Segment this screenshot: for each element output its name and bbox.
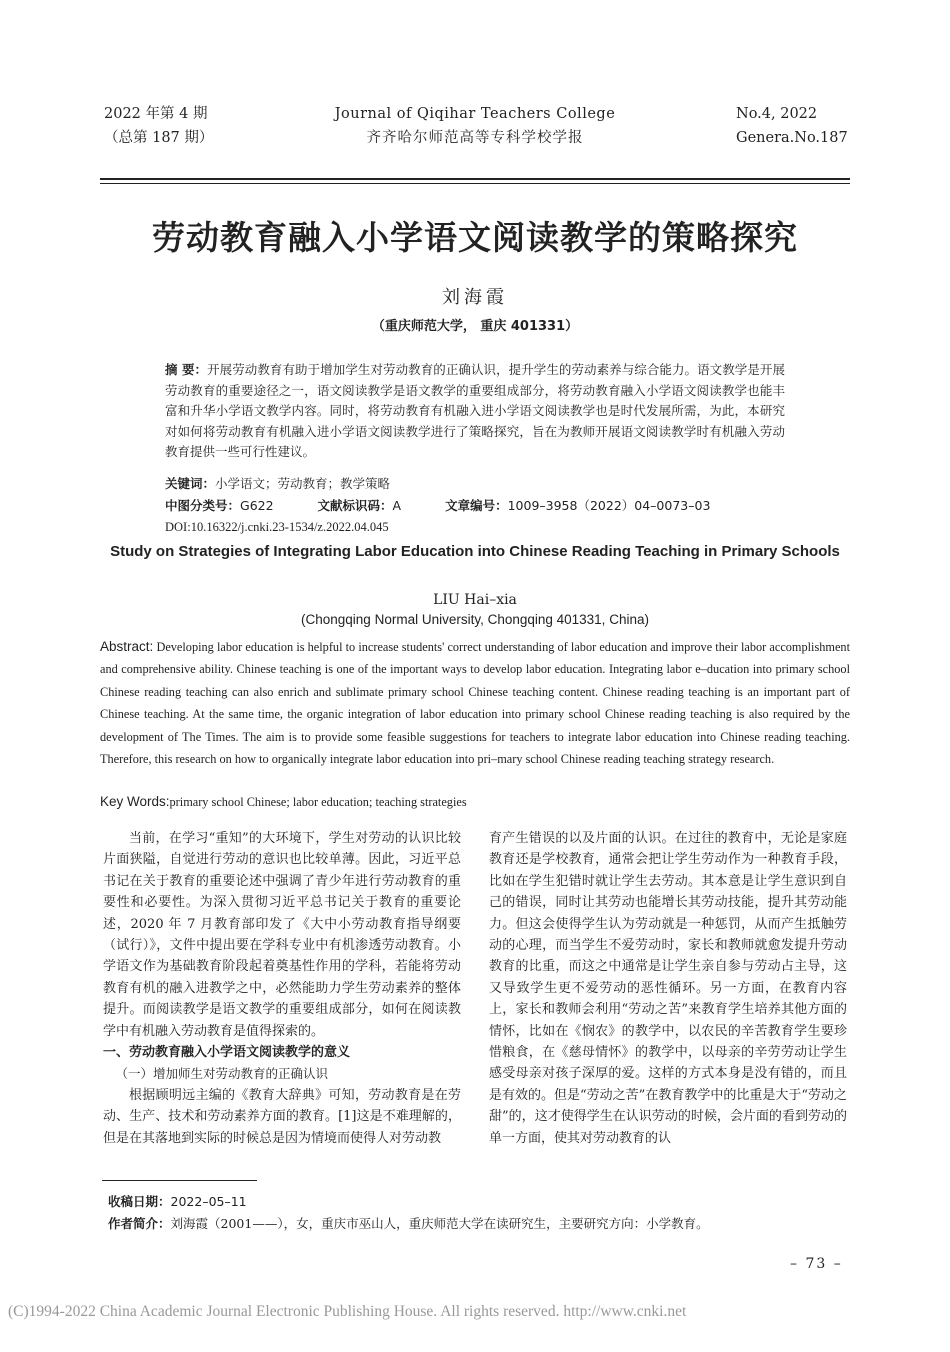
- paper-author-en: LIU Hai–xia: [433, 592, 517, 608]
- header-rule-thick: [100, 178, 850, 180]
- keywords-en-text: primary school Chinese; labor education; teaching strategies: [169, 795, 467, 809]
- page-number: – 73 –: [790, 1256, 843, 1272]
- abstract-zh: [165, 360, 785, 463]
- classification-label: 中图分类号：: [165, 498, 241, 513]
- received-date: [108, 1192, 247, 1210]
- article-no-value: 1009–3958（2022）04–0073–03: [507, 498, 711, 513]
- bio-text: 刘海霞（2001——），女，重庆市巫山人，重庆师范大学在读研究生，主要研究方向：小学教育。: [170, 1216, 709, 1231]
- doc-code-label: 文献标识码：: [317, 498, 393, 513]
- author-bio: [108, 1214, 709, 1232]
- keywords-zh: [165, 474, 390, 494]
- total-issue-number: （总第 187 期）: [104, 130, 214, 146]
- keywords-en: [100, 794, 467, 810]
- journal-name-zh: 齐齐哈尔师范高等专科学校学报: [366, 130, 584, 146]
- journal-name-en: Journal of Qiqihar Teachers College: [334, 106, 616, 122]
- body-paragraph: 育产生错误的以及片面的认识。在过往的教育中，无论是家庭教育还是学校教育，通常会把让学生劳动作为一种教育手段，比如在学生犯错时就让学生去劳动。其本意是让学生意识到自己的错误，同时让其劳动也能增长其劳动技能，提升其劳动能力。但这会使得学生认为劳动就是一种惩罚，从而产生抵触劳动的心理，而当学生不爱劳动时，家长和教师就愈发提升劳动教育的比重，而这之中通常是让学生亲自参与劳动占主导，这又导致学生更不爱劳动的恶性循环。另一方面，在教育内容上，家长和教师会利用“劳动之苦”来教育学生培养其他方面的情怀，比如在《悯农》的教学中，以农民的辛苦教育学生要珍惜粮食，在《慈母情怀》的教学中，以母亲的辛劳劳动让学生感受母亲对孩子深厚的爱。这样的方式本身是没有错的，而且是有效的。但是“劳动之苦”在教育教学中的比重是大于“劳动之甜”的，这才使得学生在认识劳动的时候，会片面的看到劳动的单一方面，使其对劳动教育的认: [489, 831, 847, 1146]
- abstract-zh-text: 开展劳动教育有助于增加学生对劳动教育的正确认识，提升学生的劳动素养与综合能力。语文教学是开展劳动教育的重要途径之一，语文阅读教学是语文教学的重要组成部分，将劳动教育融入小学语文阅读教学也能丰富和升华小学语文教学内容。同时，将劳动教育有机融入进小学语文阅读教学也是时代发展所需，为此，本研究对如何将劳动教育有机融入进小学语文阅读教学进行了策略探究，旨在为教师开展语文阅读教学时有机融入劳动教育提供一些可行性建议。: [165, 362, 785, 459]
- section-heading: 一、劳动教育融入小学语文阅读教学的意义: [103, 1045, 351, 1061]
- header-rule-thin: [100, 183, 850, 184]
- author-affiliation: （重庆师范大学， 重庆 401331）: [371, 319, 579, 334]
- paper-author: 刘海霞: [442, 287, 508, 308]
- copyright-notice: (C)1994-2022 China Academic Journal Electronic Publishing House. All rights reserved. http://www.cnki.net: [8, 1303, 687, 1320]
- doi: DOI:10.16322/j.cnki.23-1534/z.2022.04.045: [165, 520, 389, 534]
- issue-number: 2022 年第 4 期: [104, 106, 208, 122]
- keywords-zh-text: 小学语文；劳动教育；教学策略: [215, 476, 391, 491]
- classification-value: G622: [240, 498, 274, 513]
- body-column-left: [103, 828, 461, 1149]
- paper-title: 劳动教育融入小学语文阅读教学的策略探究: [152, 218, 798, 257]
- issue-number-en: No.4, 2022: [736, 106, 818, 122]
- general-number-en: Genera.No.187: [736, 130, 848, 146]
- abstract-en-text: Developing labor education is helpful to increase students' correct understanding of labor education and improve their labor accomplishment and comprehensive ability. Chinese teaching is one of the important ways to develop labor education. Integrating labor e–ducation into primary school Chinese reading teaching can also enrich and sublimate primary school Chinese teaching content. Chinese reading teaching is an important part of Chinese teaching. At the same time, the organic integration of labor education into primary school Chinese reading teaching is also required by the development of The Times. The aim is to provide some feasible suggestions for teachers to integrate labor education into Chinese reading teaching. Therefore, this research on how to organically integrate labor education into pri–mary school Chinese reading teaching strategy research.: [100, 640, 850, 767]
- body-paragraph: 根据顾明远主编的《教育大辞典》可知，劳动教育是在劳动、生产、技术和劳动素养方面的教育。[1]这是不难理解的，但是在其落地到实际的时候总是因为情境而使得人对劳动教: [103, 1087, 461, 1146]
- keywords-en-label: Key Words:: [100, 794, 170, 809]
- received-label: 收稿日期：: [108, 1194, 171, 1209]
- received-value: 2022–05–11: [170, 1194, 247, 1209]
- bio-label: 作者简介：: [108, 1216, 171, 1231]
- doc-code-value: A: [392, 498, 402, 513]
- article-no-label: 文章编号：: [445, 498, 508, 513]
- keywords-zh-label: 关键词：: [165, 476, 216, 491]
- subsection-heading: （一）增加师生对劳动教育的正确认识: [115, 1066, 329, 1082]
- abstract-en: [100, 636, 850, 770]
- paper-title-en: Study on Strategies of Integrating Labor Education into Chinese Reading Teaching in Primary Schools: [110, 543, 840, 560]
- author-affiliation-en: (Chongqing Normal University, Chongqing 401331, China): [301, 612, 649, 627]
- issue-info-en: [736, 102, 848, 150]
- abstract-en-label: Abstract:: [100, 639, 154, 654]
- abstract-zh-label: 摘 要：: [165, 362, 208, 377]
- footnote-rule: [102, 1180, 257, 1181]
- classification-line: [165, 496, 710, 516]
- body-column-right: [489, 828, 847, 1149]
- body-paragraph: 当前，在学习“重知”的大环境下，学生对劳动的认识比较片面狭隘，自觉进行劳动的意识也比较单薄。因此，习近平总书记在关于教育的重要论述中强调了青少年进行劳动教育的重要性和必要性。为深入贯彻习近平总书记关于教育的重要论述，2020 年 7 月教育部印发了《大中小劳动教育指导纲要（试行）》，文件中提出要在学科专业中有机渗透劳动教育。小学语文作为基础教育阶段起着奠基性作用的学科，若能将劳动教育有机的融入进教学之中，必然能助力学生劳动素养的整体提升。而阅读教学是语文教学的重要组成部分，如何在阅读教学中有机融入劳动教育是值得探索的。: [103, 831, 461, 1039]
